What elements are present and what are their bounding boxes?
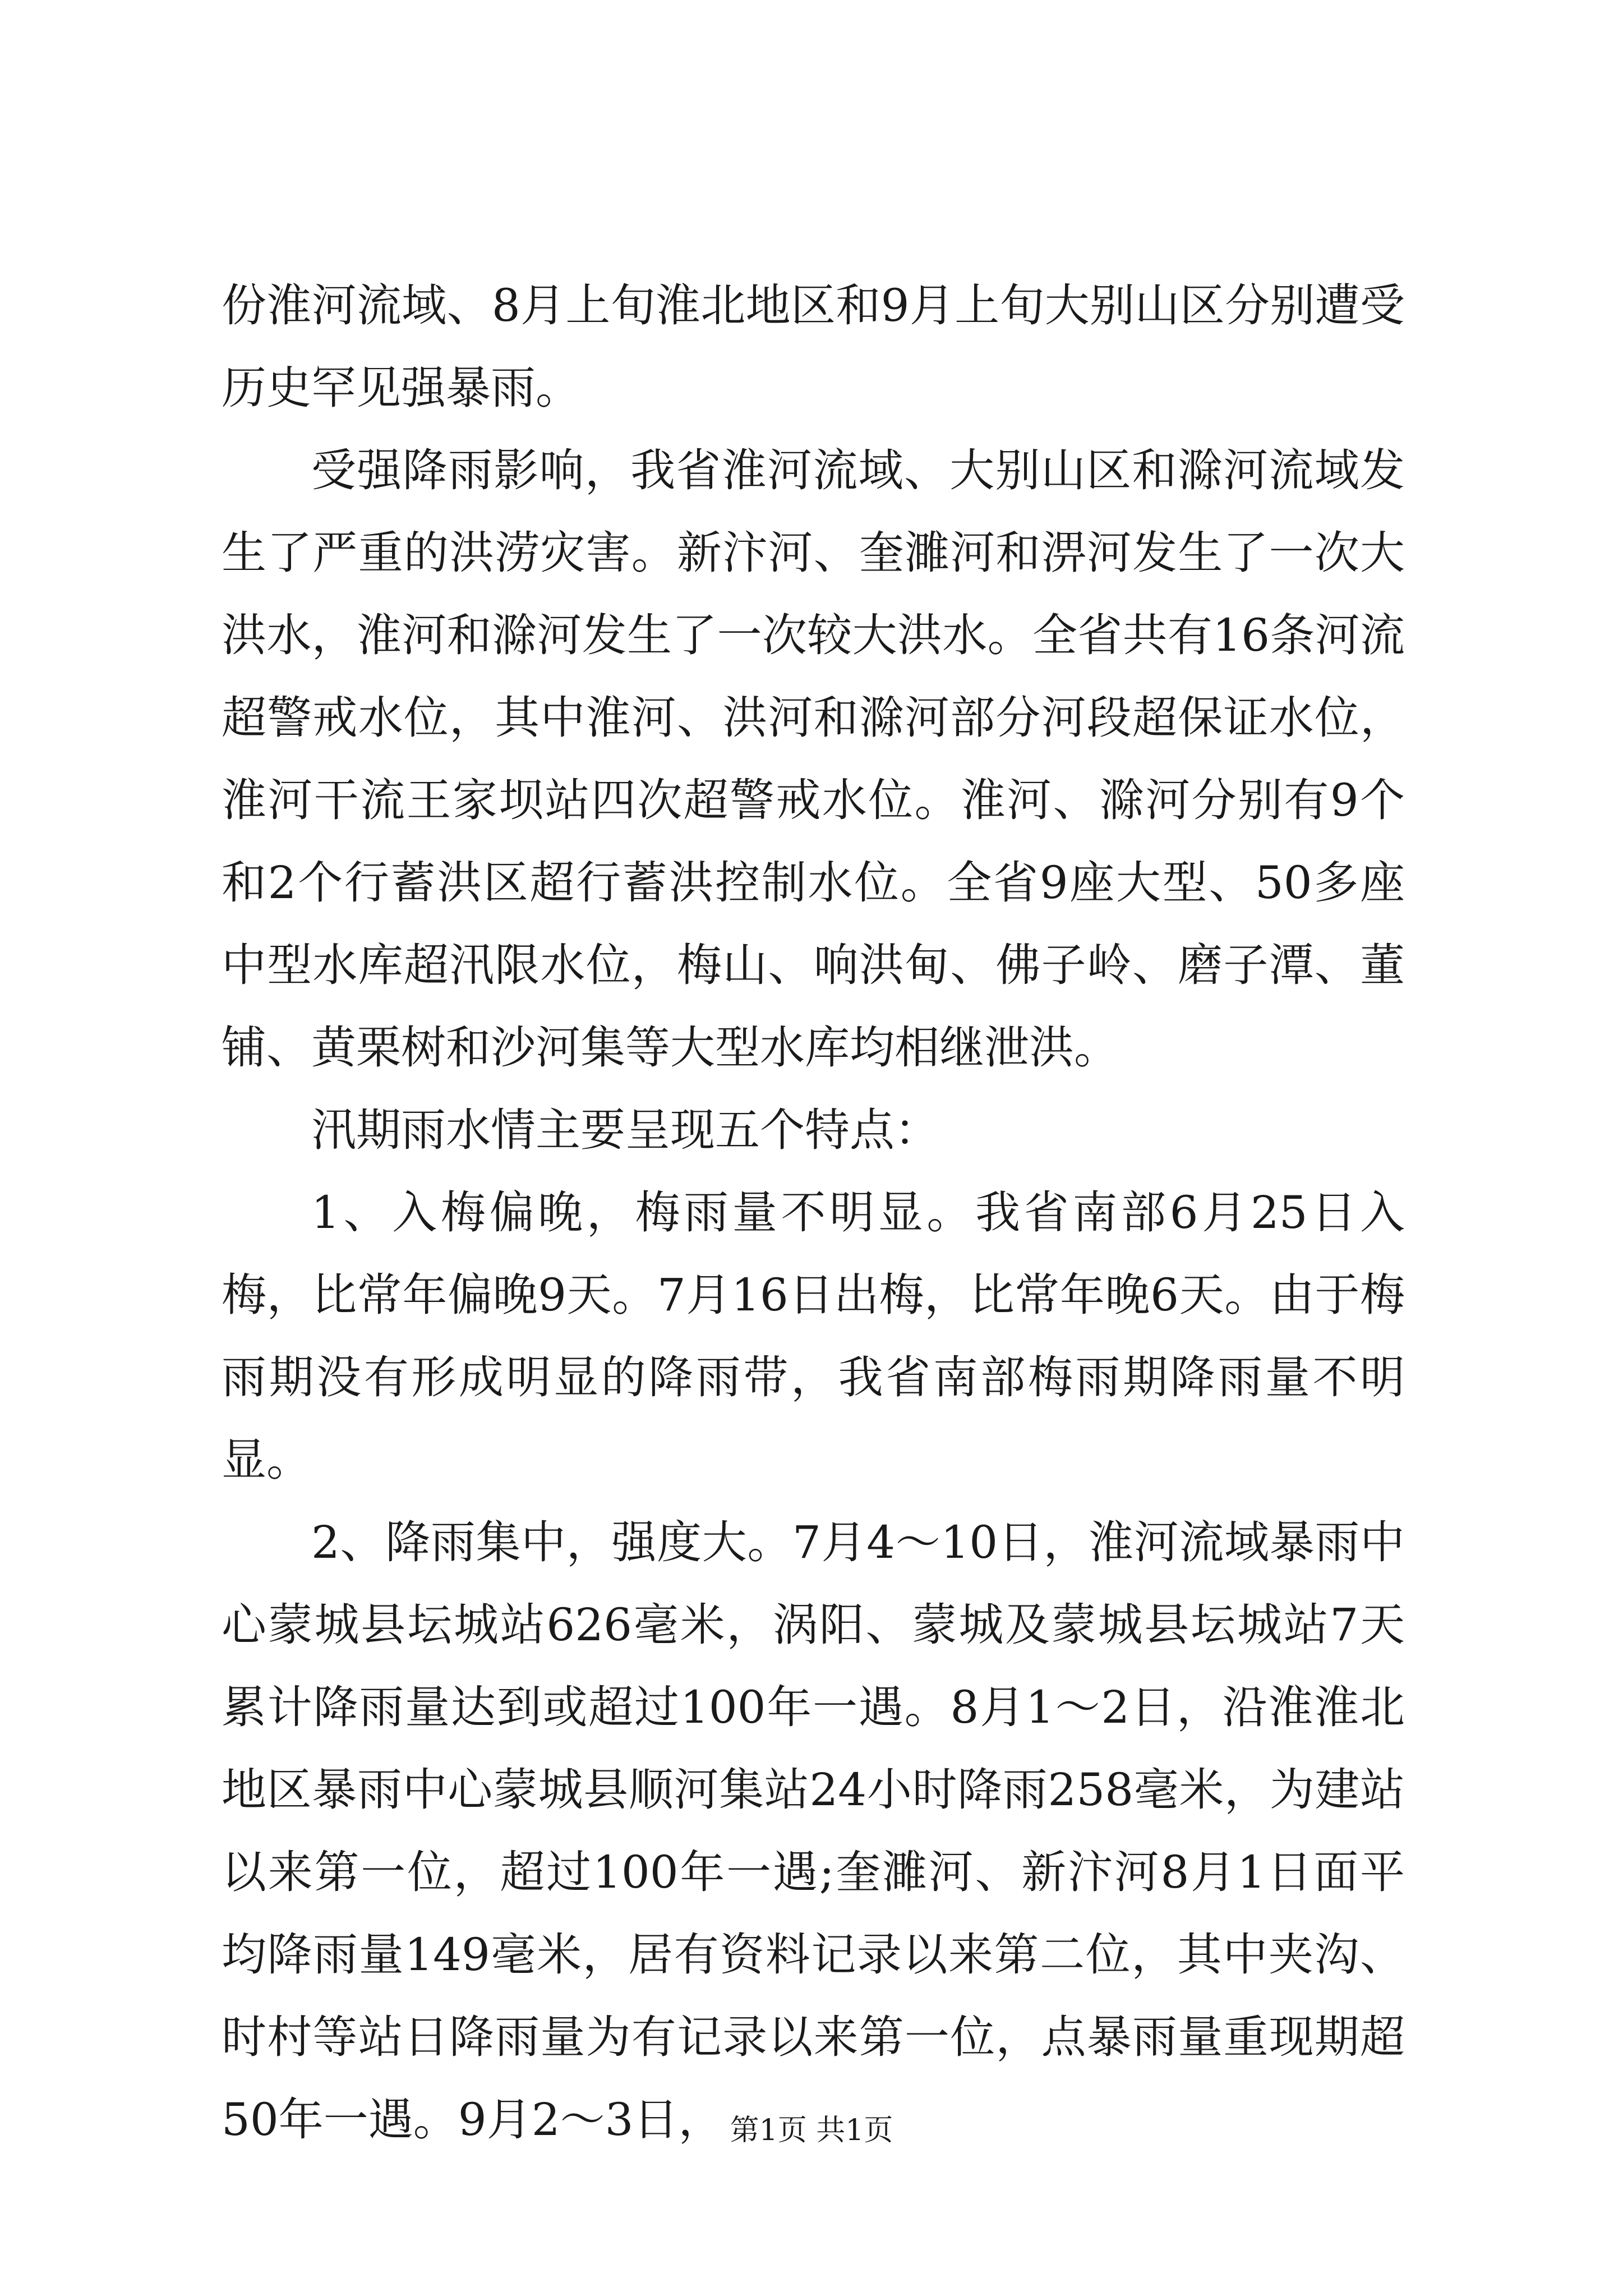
page-footer: 第1页 共1页 — [730, 2114, 893, 2147]
paragraph-flood-impact: 受强降雨影响，我省淮河流域、大别山区和滁河流域发生了严重的洪涝灾害。新汴河、奎濉河和淠河发生了一次大洪水，淮河和滁河发生了一次较大洪水。全省共有16条河流超警戒水位，其中淮河、洪河和滁河部分河段超保证水位，淮河干流王家坝站四次超警戒水位。淮河、滁河分别有9个和2个行蓄洪区超行蓄洪控制水位。全省9座大型、50多座中型水库超汛限水位，梅山、响洪甸、佛子岭、磨子潭、董铺、黄栗树和沙河集等大型水库均相继泄洪。 — [222, 444, 1405, 1074]
paragraph-continuation: 份淮河流域、8月上旬淮北地区和9月上旬大别山区分别遭受历史罕见强暴雨。 — [222, 279, 1405, 414]
document-body — [222, 264, 1405, 2161]
paragraph-feature-2: 2、降雨集中，强度大。7月4～10日，淮河流域暴雨中心蒙城县坛城站626毫米，涡阳、蒙城及蒙城县坛城站7天累计降雨量达到或超过100年一遇。8月1～2日，沿淮淮北地区暴雨中心蒙城县顺河集站24小时降雨258毫米，为建站以来第一位，超过100年一遇;奎濉河、新汴河8月1日面平均降雨量149毫米，居有资料记录以来第二位，其中夹沟、时村等站日降雨量为有记录以来第一位，点暴雨量重现期超50年一遇。9月2～3日， — [222, 1516, 1405, 2146]
paragraph-feature-1: 1、入梅偏晚，梅雨量不明显。我省南部6月25日入梅，比常年偏晚9天。7月16日出梅，比常年晚6天。由于梅雨期没有形成明显的降雨带，我省南部梅雨期降雨量不明显。 — [222, 1186, 1405, 1486]
paragraph-five-features: 汛期雨水情主要呈现五个特点： — [311, 1104, 939, 1156]
